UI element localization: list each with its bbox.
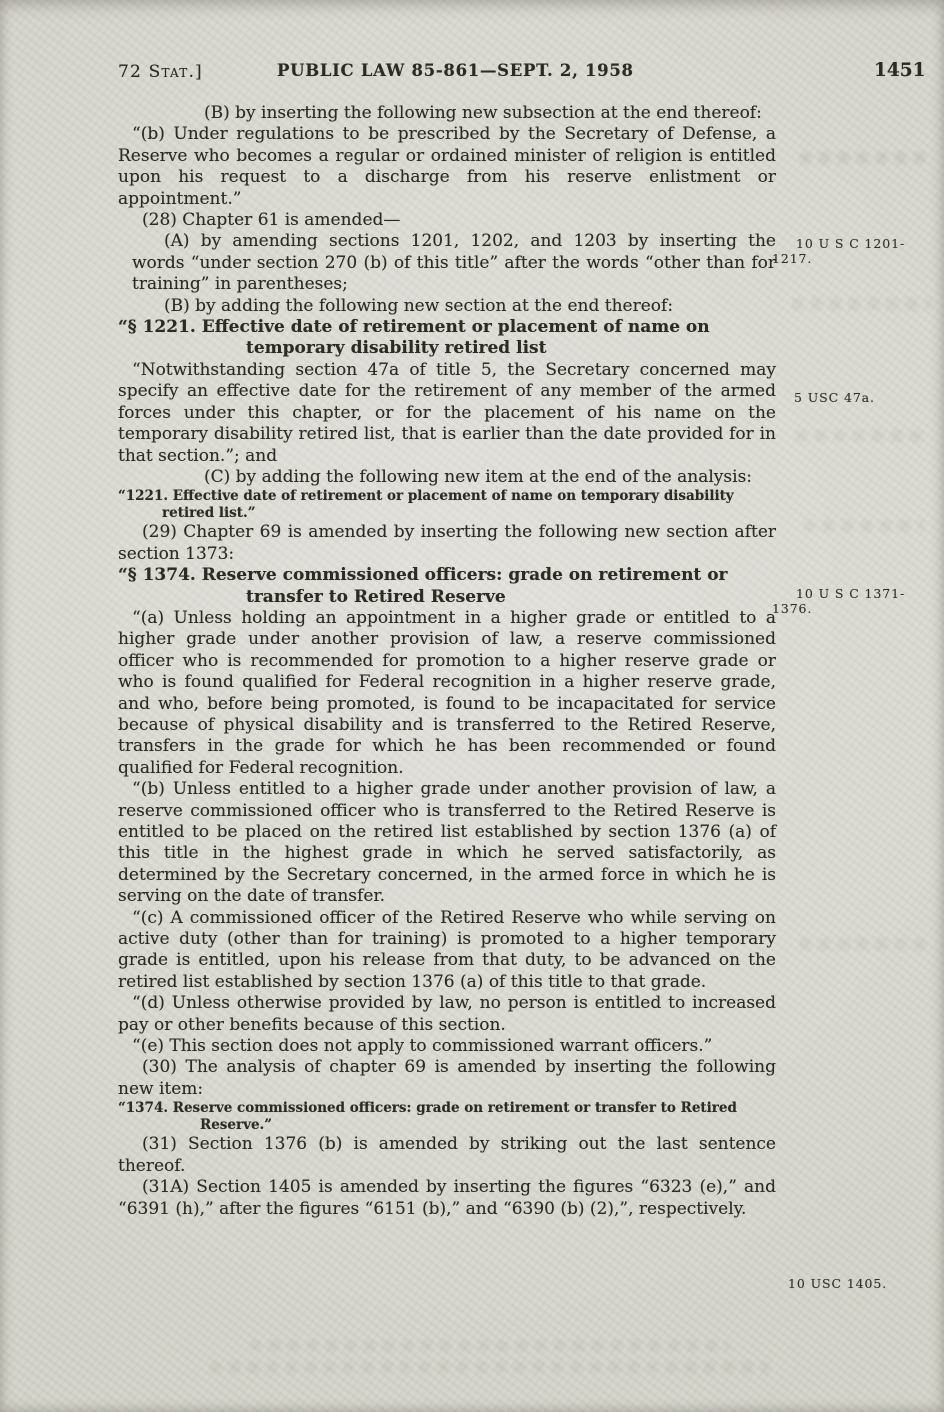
header-page-number: 1451 — [874, 60, 926, 81]
section-1374-subsection-d: “(d) Unless otherwise provided by law, no person is entitled to increased pay or other benefits because of this section. — [118, 993, 776, 1035]
margin-note-line: 1217. — [772, 251, 813, 266]
section-1374-subsection-e: “(e) This section does not apply to commissioned warrant officers.” — [132, 1036, 713, 1057]
section-1374-subsection-a: “(a) Unless holding an appointment in a higher grade or entitled to a higher grade under another provision of law, a reserve commissioned officer who is recommended for promotion to a higher reserve grade or who is found qualified for Federal recognition in a higher reserve grade, and who, before being promoted, is found to be incapacitated for service because of physical disability and is transferred to the Retired Reserve, transfers in the grade for which he has been recommended or found qualified for Federal recognition. — [118, 607, 776, 778]
section-1374-subsection-c: “(c) A commissioned officer of the Retired Reserve who while serving on active duty (other than for training) is promoted to a higher temporary grade is entitled, upon his release from that duty, to be advanced on the retired list established by section 1376 (a) of this title to that grade. — [118, 907, 776, 992]
clause-b-insert-subsection: (B) by inserting the following new subsection at the end thereof: — [204, 103, 762, 123]
margin-note-line: 10 USC 1405. — [788, 1276, 888, 1291]
bleed-through-artifact — [800, 152, 928, 164]
header-stat-citation: 72 Stat.] — [118, 62, 203, 82]
bleed-through-artifact — [796, 430, 928, 442]
section-heading-1374-line1: “§ 1374. Reserve commissioned officers: grade on retirement or — [118, 565, 728, 586]
item-29: (29) Chapter 69 is amended by inserting the following new section after section 1373: — [118, 522, 776, 564]
bleed-through-artifact — [800, 938, 926, 950]
analysis-entry-1374: “1374. Reserve commissioned officers: grade on retirement or transfer to Retired Reserve.” — [118, 1100, 737, 1134]
item-31: (31) Section 1376 (b) is amended by striking out the last sentence thereof. — [118, 1134, 776, 1176]
section-1374-subsection-b: “(b) Unless entitled to a higher grade under another provision of law, a reserve commissioned officer who is transferred to the Retired Reserve is entitled to be placed on the retired list established by section 1376 (a) of this title in the highest grade in which he served satisfactorily, as determined by the Secretary concerned, in the armed force in which he is serving on the date of transfer. — [118, 779, 776, 907]
margin-note-10-usc-1405 — [788, 1276, 944, 1291]
item-28-clause-c: (C) by adding the following new item at the end of the analysis: — [204, 466, 753, 487]
section-1221-text: “Notwithstanding section 47a of title 5, the Secretary concerned may specify an effective date for the retirement of any member of the armed forces under this chapter, or for the placement of his name on the temporary disability retired list, that is earlier than the date provided for in that section.”; and — [118, 359, 776, 466]
statute-text-column — [118, 103, 776, 1220]
margin-note-line: 1376. — [772, 601, 813, 616]
item-28: (28) Chapter 61 is amended— — [142, 210, 401, 231]
bleed-through-artifact — [210, 1362, 770, 1373]
margin-note-5-usc-47a — [794, 390, 944, 405]
header-law-title: PUBLIC LAW 85-861—SEPT. 2, 1958 — [277, 61, 634, 80]
quoted-subsection-b-regulations: “(b) Under regulations to be prescribed by the Secretary of Defense, a Reserve who becomes a regular or ordained minister of religion is entitled upon his request to a discharge from his reserve enlistment or appointment.” — [118, 124, 776, 209]
analysis-entry-1221: “1221. Effective date of retirement or placement of name on temporary disability retired list.” — [118, 488, 734, 522]
item-28-clause-a: (A) by amending sections 1201, 1202, and 1203 by inserting the words “under section 270 (b) of this title” after the words “other than for training” in parentheses; — [132, 231, 776, 295]
margin-note-line: 10 U S C 1371- — [796, 586, 906, 601]
item-31a: (31A) Section 1405 is amended by inserting the figures “6323 (e),” and “6391 (h),” after the figures “6151 (b),” and “6390 (b) (2),”, respectively. — [118, 1177, 776, 1219]
margin-note-line: 10 U S C 1201- — [796, 236, 906, 251]
margin-note-10-usc-1371-1376 — [772, 586, 934, 616]
bleed-through-artifact — [804, 520, 924, 532]
section-heading-1374-line2: transfer to Retired Reserve — [246, 586, 506, 607]
item-30: (30) The analysis of chapter 69 is amended by inserting the following new item: — [118, 1057, 776, 1099]
margin-note-10-usc-1201-1217 — [772, 236, 934, 266]
bleed-through-artifact — [250, 1340, 730, 1351]
section-heading-1221 — [118, 317, 776, 360]
margin-note-line: 5 USC 47a. — [794, 390, 875, 405]
section-heading-1221-line2: temporary disability retired list — [246, 338, 547, 359]
section-heading-1374 — [118, 565, 776, 608]
item-28-clause-b: (B) by adding the following new section at the end thereof: — [164, 295, 674, 316]
bleed-through-artifact — [792, 298, 932, 310]
section-heading-1221-line1: “§ 1221. Effective date of retirement or placement of name on — [118, 317, 710, 338]
